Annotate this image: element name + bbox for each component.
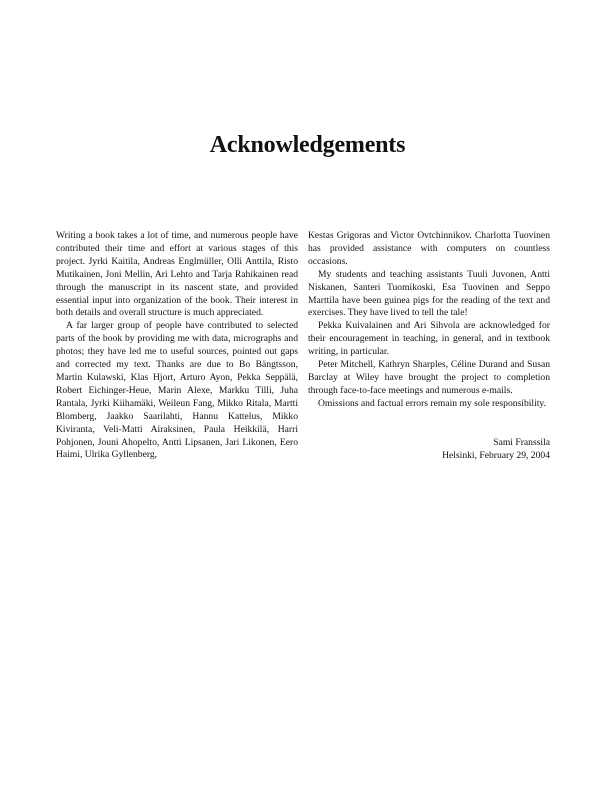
signature-place-date: Helsinki, February 29, 2004 [442, 449, 550, 461]
signature-block [308, 437, 550, 463]
paragraph-publisher: Peter Mitchell, Kathryn Sharples, Céline Durand and Susan Barclay at Wiley have brought the project to completion through face-to-face meetings and numerous e-mails. [308, 359, 550, 396]
right-column [308, 230, 550, 463]
paragraph-errors: Omissions and factual errors remain my sole responsibility. [318, 397, 546, 409]
paragraph-contributors-continued: Kestas Grigoras and Victor Ovtchinnikov. Charlotta Tuovinen has provided assistance with computers on countless occasions. [308, 230, 550, 267]
paragraph-students: My students and teaching assistants Tuuli Juvonen, Antti Niskanen, Santeri Tuomikoski, Esa Tuovinen and Seppo Marttila have been guinea pigs for the reading of the text and exercises. They have lived to tell the tale! [308, 268, 550, 319]
signature-name: Sami Franssila [493, 436, 550, 448]
paragraph-encouragement: Pekka Kuivalainen and Ari Sihvola are acknowledged for their encouragement in teaching, in general, and in textbook writing, in particular. [308, 320, 550, 358]
page-title: Acknowledgements [209, 132, 406, 158]
left-column [56, 230, 298, 462]
paragraph-contributors: A far larger group of people have contributed to selected parts of the book by providing me with data, micrographs and photos; they have led me to useful sources, pointed out gaps and corrected my text. Thanks are due to Bo Bängtsson, Martin Kulawski, Klas Hjort, Arturo Ayon, Pekka Seppälä, Robert Eichinger-Heue, Marin Alexe, Markku Tilli, Juha Rantala, Jyrki Kiihamäki, Weileun Fang, Mikko Ritala, Martti Blomberg, Jaakko Saarilahti, Hannu Kattelus, Mikko Kiviranta, Veli-Matti Airaksinen, Paula Heikkilä, Harri Pohjonen, Jouni Ahopelto, Antti Lipsanen, Jari Likonen, Eero Haimi, Ulrika Gyllenberg, [56, 320, 298, 461]
paragraph-intro: Writing a book takes a lot of time, and numerous people have contributed their time and effort at various stages of this project. Jyrki Kaitila, Andreas Englmüller, Olli Anttila, Risto Mutikainen, Joni Mellin, Ari Lehto and Tarja Rahikainen read through the manuscript in its nascent state, and provided essential input into organization of the book. Their interest in both details and overall structure is much appreciated. [56, 230, 298, 319]
